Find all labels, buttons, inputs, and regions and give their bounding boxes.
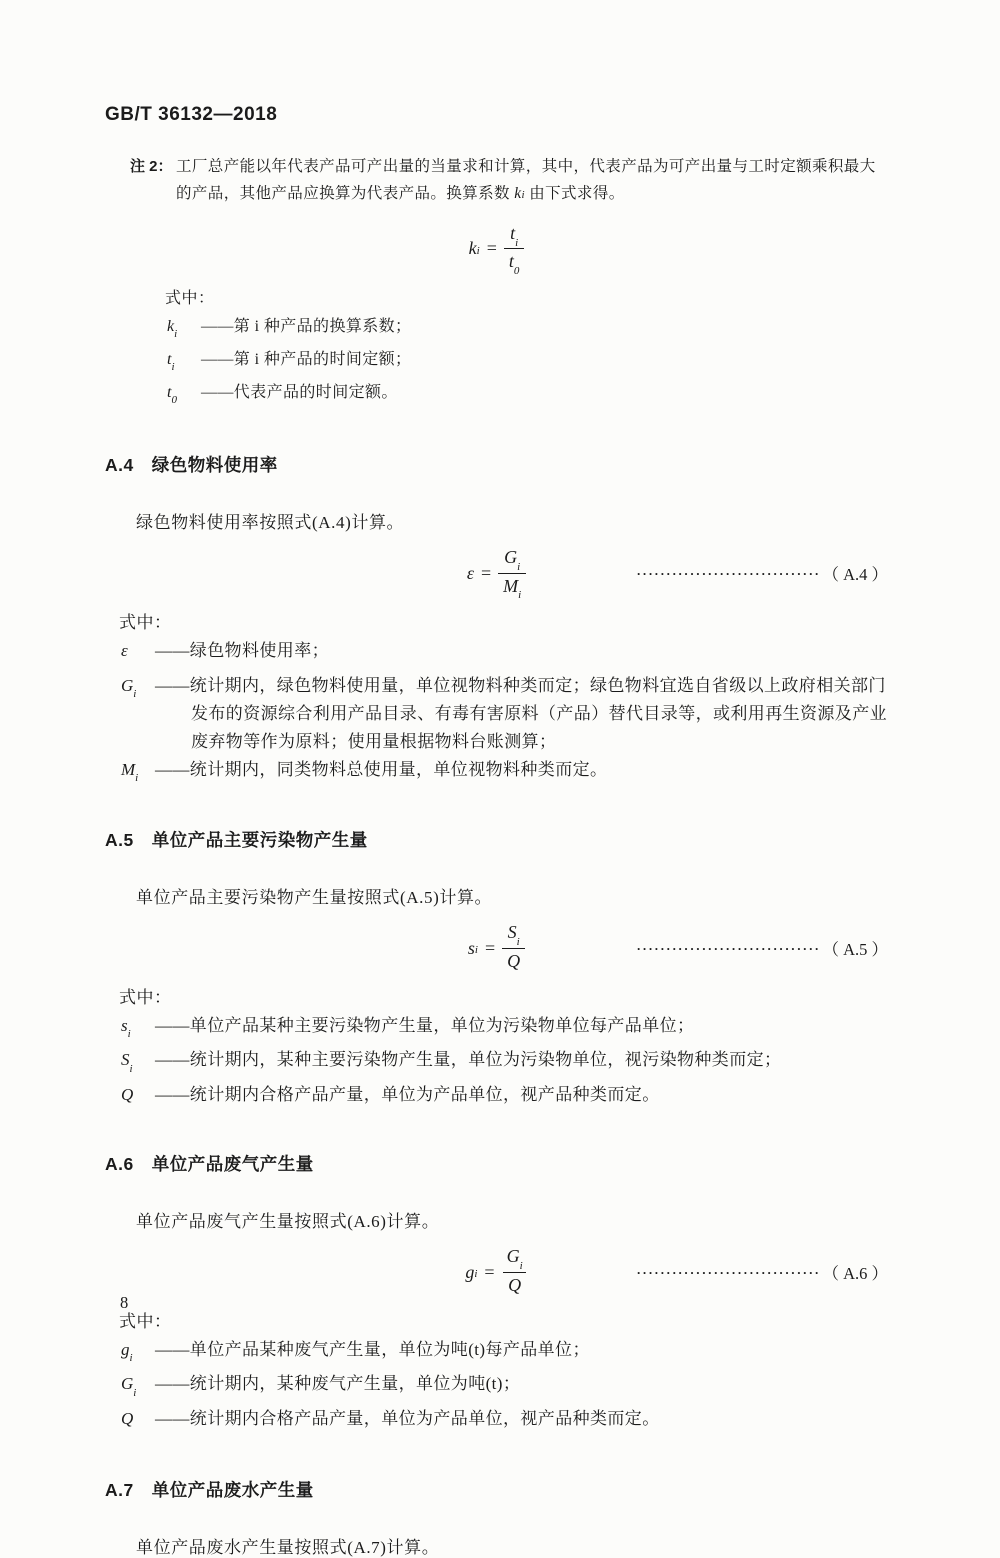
formula-a4 (105, 545, 888, 601)
definition-text: ——统计期内，绿色物料使用量，单位视物料种类而定；绿色物料宜选自省级以上政府相关部门发布的资源综合利用产品目录、有毒有害原料（产品）替代目录等，或利用再生资源及产业废弃物等作为原料；使用量根据物料台账测算； (155, 675, 887, 751)
where-label: 式中： (119, 1312, 172, 1332)
numerator: $G_i$ (504, 547, 521, 574)
numerator: $S_i$ (507, 922, 520, 948)
definition-text: ——统计期内，同类物料总使用量，单位视物料种类而定。 (155, 759, 608, 779)
fraction (502, 1244, 528, 1300)
definition-symbol: $G_i$ (121, 1374, 137, 1399)
definition-text: ——代表产品的时间定额。 (201, 384, 398, 402)
definition-row (121, 1012, 888, 1046)
definition-row (167, 379, 888, 412)
definition-symbol: $k_i$ (167, 317, 178, 341)
definition-row (121, 756, 888, 790)
section-intro: 单位产品主要污染物产生量按照式(A.5)计算。 (136, 888, 493, 908)
definition-row (121, 637, 888, 671)
formula-ki (105, 221, 888, 277)
where-label: 式中： (165, 289, 215, 307)
definition-symbol: $t_i$ (167, 351, 175, 374)
section-number: A.7 (105, 1480, 134, 1501)
definition-text: ——第 i 种产品的时间定额； (201, 351, 412, 369)
where-label: 式中： (119, 987, 172, 1007)
note-text-before: 工厂总产能以年代表产品可产出量的当量求和计算，其中，代表产品为可产出量与工时定额乘积最大的产品，其他产品应换算为代表产品。换算系数 (176, 158, 876, 202)
definition-text: ——绿色物料使用率； (155, 641, 329, 661)
dot-leader: ······························· (636, 566, 821, 582)
equals-sign: = (484, 937, 496, 958)
definition-row (121, 1046, 888, 1080)
section-number: A.5 (105, 830, 134, 851)
definition-symbol: Q (121, 1084, 134, 1104)
definition-row (121, 672, 888, 756)
where-label: 式中： (119, 613, 172, 633)
definition-row (121, 1081, 888, 1115)
formula-a6 (105, 1244, 888, 1300)
formula-a5-body: s $_i$ = $\frac{S_i}{Q}$ (468, 920, 525, 976)
equals-sign: = (486, 238, 497, 259)
equals-sign: = (484, 1261, 495, 1282)
definition-symbol: $t_0$ (167, 384, 177, 407)
section-title: 单位产品主要污染物产生量 (151, 830, 368, 851)
definition-text: ——统计期内，某种废气产生量，单位为吨(t)； (155, 1374, 521, 1394)
definition-symbol: $s_i$ (121, 1015, 131, 1041)
page-number: 8 (120, 1293, 129, 1312)
section-number: A.6 (105, 1154, 134, 1175)
definition-text: ——第 i 种产品的换算系数； (201, 317, 412, 335)
section-heading-a4 (105, 452, 888, 477)
formula-lhs: g (465, 1261, 475, 1282)
formula-ki-body: k $_i$ = $\frac{t_i}{t_0}$ (469, 221, 525, 277)
numerator: $G_i$ (506, 1246, 523, 1272)
formula-a6-body: g $_i$ = $\frac{G_i}{Q}$ (465, 1244, 527, 1300)
formula-a4-body (467, 545, 526, 601)
section-title: 绿色物料使用率 (151, 455, 278, 476)
denominator: $t_0$ (504, 248, 525, 276)
definition-text: ——统计期内合格产品产量，单位为产品单位，视产品种类而定。 (155, 1084, 660, 1104)
definition-symbol: Q (121, 1408, 134, 1428)
equation-number: ······························· （ A.4 ） (636, 565, 888, 585)
definition-symbol: $G_i$ (121, 675, 137, 701)
formula-lhs: k (468, 238, 477, 259)
definition-symbol: $S_i$ (121, 1050, 133, 1075)
section-heading-a5 (105, 827, 888, 852)
definition-text: ——统计期内，某种主要污染物产生量，单位为污染物单位，视污染物种类而定； (155, 1050, 782, 1070)
equation-number: ······························· （ A.5 ） (636, 940, 888, 960)
denominator: Q (503, 1272, 526, 1300)
equals-sign: = (480, 562, 492, 583)
section-title: 单位产品废水产生量 (151, 1480, 314, 1501)
section-heading-a6 (105, 1151, 888, 1176)
definition-text: ——单位产品某种废气产生量，单位为吨(t)每产品单位； (155, 1340, 590, 1360)
section-title: 单位产品废气产生量 (151, 1154, 314, 1175)
fraction (498, 545, 526, 601)
definition-row (121, 1336, 888, 1370)
definition-row (121, 1370, 888, 1404)
section-number: A.4 (105, 455, 134, 476)
formula-a5 (105, 920, 888, 976)
formula-lhs: s (467, 937, 475, 958)
denominator: $M_i$ (498, 573, 526, 601)
section-intro: 单位产品废气产生量按照式(A.6)计算。 (136, 1212, 440, 1232)
section-intro: 单位产品废水产生量按照式(A.7)计算。 (136, 1538, 440, 1558)
denominator: Q (502, 948, 525, 976)
section-intro: 绿色物料使用率按照式(A.4)计算。 (136, 513, 405, 533)
equation-number: ······························· （ A.6 ） (636, 1264, 888, 1284)
numerator: $t_i$ (510, 223, 519, 249)
section-heading-a7 (105, 1477, 888, 1502)
fraction (502, 920, 525, 976)
note-2 (105, 153, 888, 207)
definition-row (167, 346, 888, 379)
definition-symbol: $g_i$ (121, 1340, 133, 1365)
definition-symbol: ε (121, 641, 128, 661)
definition-symbol: $M_i$ (121, 759, 139, 785)
inline-symbol: k $_i$ (514, 185, 525, 202)
definition-text: ——单位产品某种主要污染物产生量，单位为污染物单位每产品单位； (155, 1015, 695, 1035)
note-text (176, 153, 888, 207)
dot-leader: ······························· (636, 1265, 821, 1281)
dot-leader: ······························· (636, 941, 821, 957)
note-label: 注 2： (130, 158, 173, 175)
standard-number: GB/T 36132—2018 (105, 104, 278, 125)
fraction (504, 221, 525, 277)
note-text-after: 由下式求得。 (524, 185, 625, 202)
definition-row (167, 313, 888, 346)
definition-text: ——统计期内合格产品产量，单位为产品单位，视产品种类而定。 (155, 1408, 660, 1428)
definition-row (121, 1405, 888, 1439)
formula-lhs: ε (466, 562, 474, 583)
